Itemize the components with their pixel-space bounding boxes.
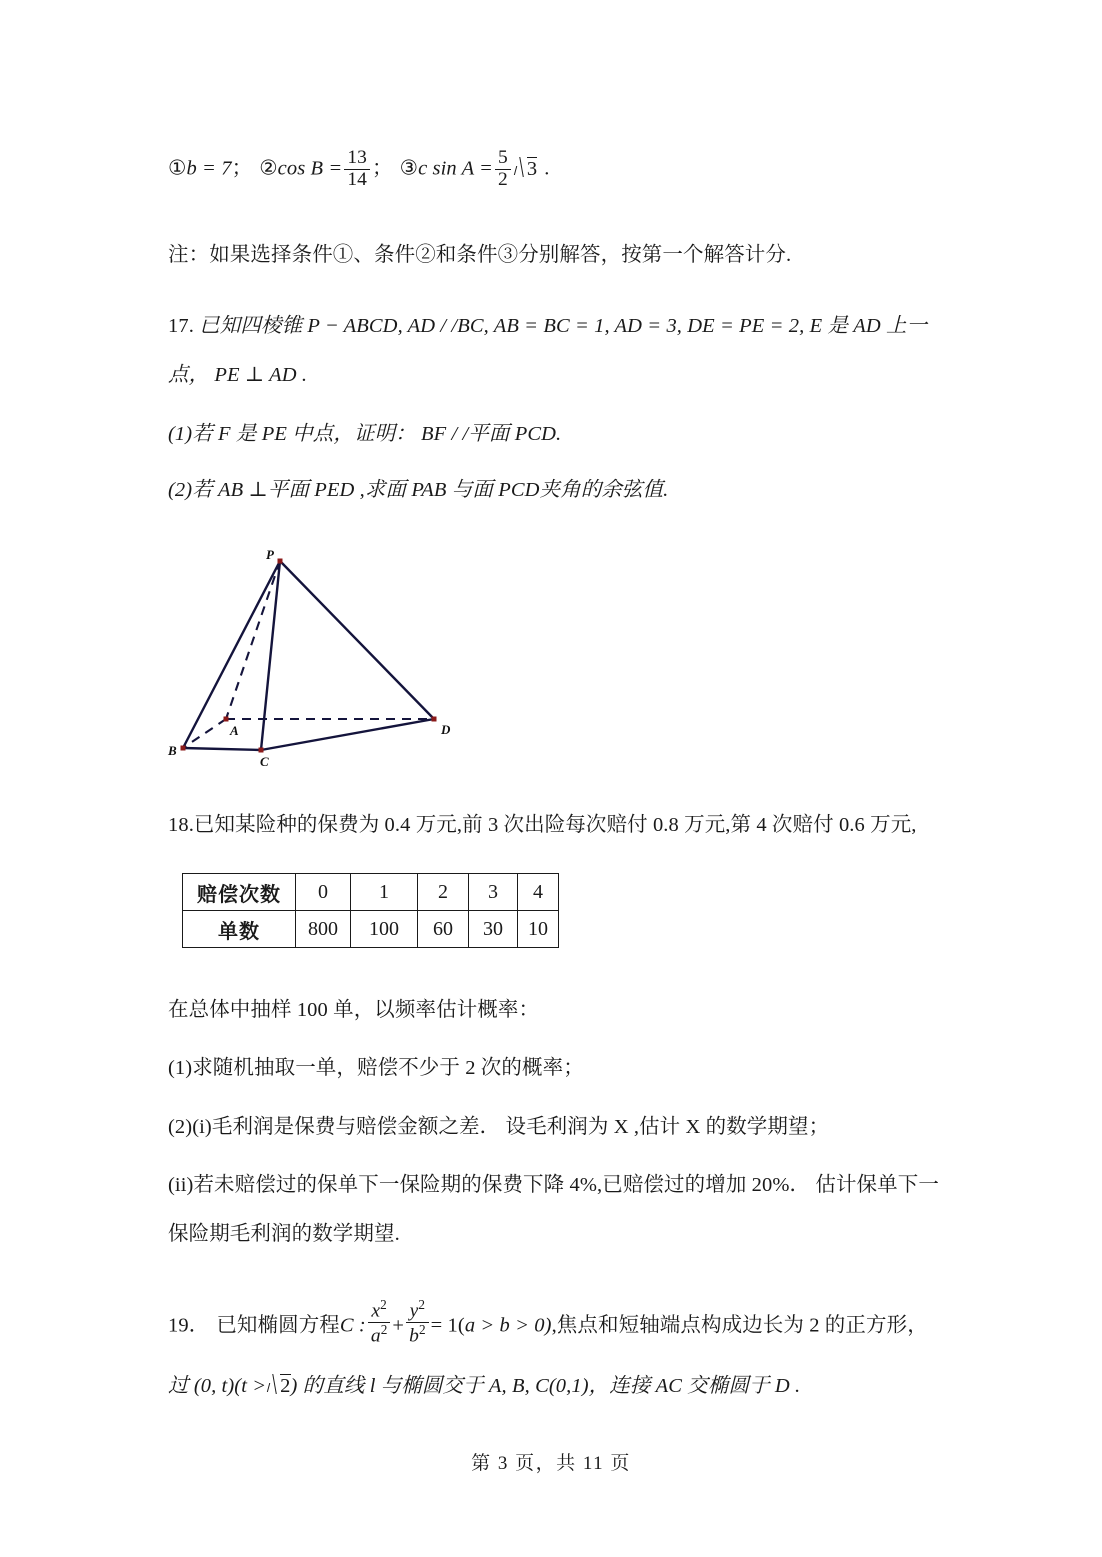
q19-frac2-num-exp: 2 — [418, 1297, 426, 1312]
q18-stem: 18.已知某险种的保费为 0.4 万元,前 3 次出险每次赔付 0.8 万元,第 4 次赔付 0.6 万元, — [168, 814, 917, 836]
figure-label-P: P — [266, 547, 274, 562]
condition-separator-2: ； — [371, 157, 393, 180]
condition-2-denominator: 14 — [344, 169, 370, 191]
vertex-dot-C — [259, 748, 264, 753]
q19-frac2-denominator — [406, 1322, 429, 1347]
figure-label-B: B — [168, 743, 177, 758]
figure-label-C: C — [260, 754, 269, 769]
q19-line2-radicand: 2 — [280, 1375, 291, 1397]
q19-condition: a > b > 0) — [464, 1314, 552, 1337]
table-row-counts — [183, 911, 559, 948]
q18-part-1: (1)求随机抽取一单，赔偿不少于 2 次的概率； — [168, 1057, 584, 1079]
condition-3-marker: ③ — [399, 157, 419, 180]
q19-line2-radical — [267, 1374, 290, 1397]
q19-stem-line-2 — [168, 1374, 800, 1397]
q19-frac2-den-var: b — [409, 1325, 419, 1347]
table-count-cell-0: 800 — [296, 911, 351, 948]
table-header-cell-0: 0 — [296, 874, 351, 911]
vertex-dot-D — [432, 717, 437, 722]
condition-2-marker: ② — [259, 157, 278, 180]
note-line: 注：如果选择条件①、条件②和条件③分别解答，按第一个解答计分. — [168, 244, 792, 266]
q17-figure-svg — [168, 545, 488, 780]
q17-number: 17. — [168, 315, 194, 337]
q19-frac2-den-exp: 2 — [418, 1322, 426, 1338]
q17-stem-line-2: 点， PE ⊥ AD . — [168, 364, 308, 386]
table-count-cell-1: 100 — [351, 911, 418, 948]
edge-C-D — [261, 719, 434, 750]
edge-P-C — [261, 561, 280, 750]
condition-2-numerator: 13 — [347, 147, 367, 168]
q19-stem-line-1 — [168, 1298, 928, 1347]
q19-frac2-numerator — [406, 1298, 429, 1322]
q19-frac1-num-var: x — [371, 1300, 381, 1322]
condition-2-body: cos B = — [277, 157, 343, 180]
q19-line2-suffix: ) 的直线 l 与椭圆交于 A, B, C(0,1)，连接 AC 交椭圆于 D . — [290, 1375, 801, 1397]
q19-frac1-denominator — [368, 1322, 391, 1347]
q19-number: 19． — [168, 1314, 210, 1337]
q17-part-1: (1)若 F 是 PE 中点，证明： BF / /平面 PCD. — [168, 423, 562, 445]
q18-sample-line: 在总体中抽样 100 单，以频率估计概率： — [168, 999, 540, 1021]
q18-part-2i: (2)(i)毛利润是保费与赔偿金额之差． 设毛利润为 X ,估计 X 的数学期望； — [168, 1116, 830, 1138]
table-count-cell-4: 10 — [518, 911, 559, 948]
table-row-label-1: 单数 — [183, 911, 296, 948]
edge-B-C — [183, 748, 261, 750]
vertex-dot-P — [278, 559, 283, 564]
q19-line2-prefix: 过 (0, t)(t > — [168, 1375, 267, 1397]
q18-part-2ii-line-1: (ii)若未赔偿过的保单下一保险期的保费下降 4%,已赔偿过的增加 20%． 估计保单下一 — [168, 1174, 939, 1196]
table-header-cell-2: 2 — [418, 874, 469, 911]
condition-1-body: b = 7 — [186, 157, 232, 180]
table-count-cell-3: 30 — [469, 911, 518, 948]
conditions-line — [168, 148, 549, 190]
q19-fraction-x — [368, 1298, 391, 1347]
q19-frac1-num-exp: 2 — [380, 1297, 387, 1312]
q19-stem-text-b: ,焦点和短轴端点构成边长为 2 的正方形， — [551, 1314, 928, 1337]
q19-fraction-y — [406, 1298, 429, 1347]
vertex-dot-B — [181, 746, 186, 751]
q19-frac1-den-var: a — [370, 1325, 381, 1347]
page-footer: 第 3 页，共 11 页 — [471, 1453, 631, 1474]
q19-frac1-den-exp: 2 — [380, 1322, 388, 1338]
table-row-label-0: 赔偿次数 — [183, 874, 296, 911]
q19-curve-name: C : — [339, 1314, 366, 1337]
condition-2-fraction — [344, 148, 370, 190]
figure-label-D: D — [441, 722, 451, 737]
condition-1-marker: ① — [168, 157, 187, 180]
q17-stem-line-1 — [168, 316, 927, 337]
table-count-cell-2: 60 — [418, 911, 469, 948]
table-header-cell-1: 1 — [351, 874, 418, 911]
q19-stem-text-a: 已知椭圆方程 — [216, 1314, 340, 1337]
q18-part-2ii-line-2: 保险期毛利润的数学期望. — [168, 1223, 400, 1245]
q18-frequency-table — [182, 873, 559, 948]
condition-3-body: c sin A = — [418, 157, 493, 180]
condition-3-numerator: 5 — [498, 147, 508, 168]
q19-equals-one: = 1( — [430, 1314, 465, 1337]
q17-part-2: (2)若 AB ⊥平面 PED ,求面 PAB 与面 PCD夹角的余弦值. — [168, 479, 669, 501]
table-header-cell-4: 4 — [518, 874, 559, 911]
table-header-cell-3: 3 — [469, 874, 518, 911]
vertex-dot-A — [224, 717, 229, 722]
condition-3-denominator: 2 — [495, 169, 511, 191]
condition-3-radical — [514, 157, 537, 180]
condition-period: . — [544, 157, 550, 180]
table-row-header — [183, 874, 559, 911]
condition-separator-1: ； — [231, 157, 253, 180]
q19-frac1-numerator — [368, 1298, 391, 1322]
q19-plus-sign: + — [392, 1314, 405, 1337]
q17-stem-text-1: 已知四棱锥 P − ABCD, AD / /BC, AB = BC = 1, AD = 3, DE = PE = 2, E 是 AD 上一 — [199, 315, 928, 337]
edge-P-D — [280, 561, 434, 719]
q17-figure — [168, 545, 488, 780]
condition-3-fraction — [495, 148, 511, 190]
condition-3-radicand: 3 — [526, 157, 538, 180]
figure-label-A: A — [230, 723, 239, 738]
q19-frac2-num-var: y — [409, 1300, 419, 1322]
